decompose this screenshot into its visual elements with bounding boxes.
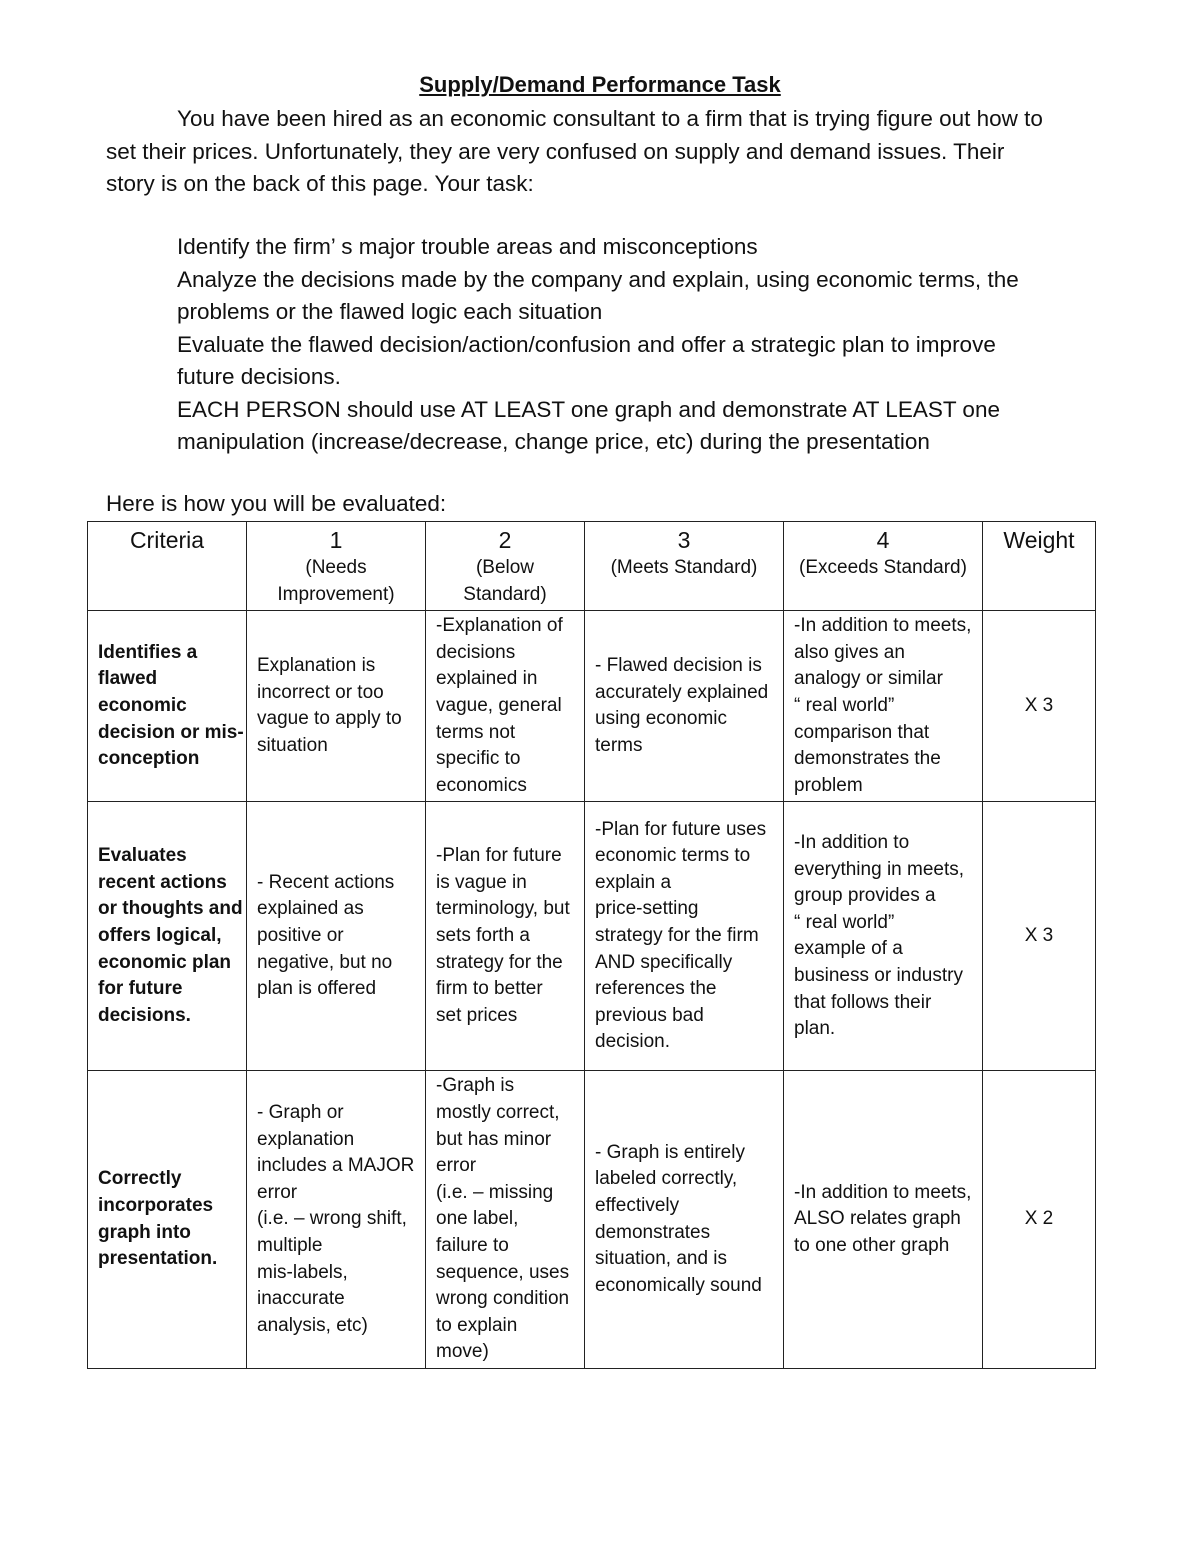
cell-line: -Plan for future [436,845,562,867]
header-label: 2 [498,527,512,553]
cell-line: flawed [98,668,158,690]
cell-line: that follows their [794,991,932,1013]
weight-cell: X 3 [983,802,1096,1071]
cell-line: example of a [794,938,903,960]
header-sublabel: (Below [475,557,535,578]
cell-line: error [257,1181,298,1203]
score-4-cell [784,1071,983,1369]
cell-line: Explanation is [257,655,376,677]
intro-line: You have been hired as an economic consultant to a firm that is trying figure out how to [177,106,1043,131]
cell-line: analysis, etc) [257,1314,368,1336]
header-score-2 [426,522,585,611]
cell-line: decision or mis- [98,721,244,743]
cell-line: firm to better [436,978,543,1000]
cell-line: ALSO relates graph [794,1208,961,1230]
cell-line: includes a MAJOR [257,1155,415,1177]
score-1-cell [247,1071,426,1369]
cell-line: incorporates [98,1195,214,1217]
cell-line: one label, [436,1208,519,1230]
cell-line: sequence, uses [436,1261,570,1283]
cell-line: terminology, but [436,898,570,920]
cell-line: economically sound [595,1274,762,1296]
cell-line: decisions [436,641,516,663]
cell-line: situation [257,734,328,756]
cell-line: business or industry [794,964,963,986]
score-2-cell [426,802,585,1071]
cell-line: explanation [257,1128,355,1150]
score-1-cell [247,611,426,802]
header-sublabel: (Exceeds Standard) [799,557,967,578]
cell-line: economics [436,774,527,796]
cell-line: move) [436,1341,489,1363]
cell-line: price-setting [595,898,699,920]
task-list [177,231,1077,459]
cell-line: terms not [436,721,516,743]
header-label: 3 [677,527,691,553]
cell-line: economic [98,694,187,716]
cell-line: recent actions [98,871,227,893]
cell-line: Evaluates [98,845,187,867]
cell-line: failure to [436,1234,509,1256]
header-sublabel: Improvement) [277,583,395,605]
cell-line: or thoughts and [98,898,243,920]
cell-line: -In addition to meets, [794,1181,972,1203]
cell-line: is vague in [436,871,527,893]
cell-line: decision. [595,1031,670,1053]
cell-line: demonstrates the [794,748,941,770]
cell-line: economic plan [98,951,232,973]
cell-line: but has minor [436,1128,552,1150]
cell-line: (i.e. – wrong shift, [257,1208,407,1230]
cell-line: incorrect or too [257,681,384,703]
cell-line: economic terms to [595,845,751,867]
cell-line: problem [794,774,863,796]
cell-line: to explain [436,1314,518,1336]
cell-line: wrong condition [436,1288,570,1310]
cell-line: -Plan for future uses [595,818,767,840]
cell-line: -Graph is [436,1075,515,1097]
score-3-cell [585,1071,784,1369]
rubric-row [88,1071,1096,1369]
task-line: Identify the firm’ s major trouble areas and misconceptions [177,234,758,259]
score-4-cell [784,802,983,1071]
cell-line: (i.e. – missing [436,1181,554,1203]
cell-line: strategy for the [436,951,563,973]
cell-line: presentation. [98,1248,218,1270]
cell-line: conception [98,748,200,770]
cell-line: references the [595,978,717,1000]
cell-line: using economic [595,708,728,730]
cell-line: to one other graph [794,1234,950,1256]
header-score-1 [247,522,426,611]
intro-paragraph [106,103,1096,201]
cell-line: -In addition to meets, [794,615,972,637]
cell-line: Correctly [98,1168,182,1190]
header-score-4 [784,522,983,611]
score-4-cell [784,611,983,802]
task-line: manipulation (increase/decrease, change price, etc) during the presentation [177,429,930,454]
criteria-cell [88,802,247,1071]
cell-line: - Flawed decision is [595,655,762,677]
header-sublabel: (Meets Standard) [610,557,758,578]
task-line: EACH PERSON should use AT LEAST one graph and demonstrate AT LEAST one [177,396,1000,422]
page-title: Supply/Demand Performance Task [419,72,781,97]
intro-line: set their prices. Unfortunately, they are very confused on supply and demand issues. Their [106,138,1005,164]
task-line: problems or the flawed logic each situation [177,299,603,324]
header-score-3 [585,522,784,611]
cell-line: -Explanation of [436,615,563,637]
cell-line: multiple [257,1234,323,1256]
score-3-cell [585,802,784,1071]
cell-line: mostly correct, [436,1101,560,1123]
cell-line: - Recent actions [257,871,395,893]
weight-cell: X 2 [983,1071,1096,1369]
header-label: Weight [1003,527,1075,553]
intro-line: story is on the back of this page. Your task: [106,171,534,196]
score-1-cell [247,802,426,1071]
header-label: 4 [876,527,890,553]
cell-line: plan is offered [257,978,377,1000]
cell-line: inaccurate [257,1288,345,1310]
cell-line: “ real world” [794,694,895,716]
cell-line: labeled correctly, [595,1168,738,1190]
rubric-table [87,521,1096,1369]
cell-line: plan. [794,1018,836,1040]
cell-line: group provides a [794,885,936,907]
weight-cell: X 3 [983,611,1096,802]
header-sublabel: (Needs [305,557,367,578]
task-line: Analyze the decisions made by the company and explain, using economic terms, the [177,266,1019,292]
cell-line: strategy for the firm [595,925,759,947]
header-criteria [88,522,247,611]
cell-line: everything in meets, [794,858,965,880]
task-line: future decisions. [177,364,341,389]
cell-line: negative, but no [257,951,393,973]
cell-line: comparison that [794,721,930,743]
cell-line: accurately explained [595,681,769,703]
cell-line: sets forth a [436,925,530,947]
cell-line: - Graph is entirely [595,1141,745,1163]
cell-line: vague, general [436,694,562,716]
cell-line: situation, and is [595,1248,728,1270]
cell-line: - Graph or [257,1101,344,1123]
cell-line: graph into [98,1221,191,1243]
task-line: Evaluate the flawed decision/action/confusion and offer a strategic plan to improve [177,331,996,357]
cell-line: offers logical, [98,925,222,947]
score-3-cell [585,611,784,802]
rubric-row [88,611,1096,802]
cell-line: mis-labels, [257,1261,348,1283]
criteria-cell [88,611,247,802]
rubric-header-row [88,522,1096,611]
cell-line: error [436,1155,477,1177]
cell-line: “ real world” [794,911,895,933]
cell-line: specific to [436,748,521,770]
score-2-cell [426,611,585,802]
cell-line: previous bad [595,1004,704,1026]
evaluation-intro: Here is how you will be evaluated: [106,491,447,516]
cell-line: also gives an [794,641,905,663]
header-label: 1 [329,527,343,553]
score-2-cell [426,1071,585,1369]
rubric-row [88,802,1096,1071]
cell-line: demonstrates [595,1221,711,1243]
cell-line: decisions. [98,1004,191,1026]
criteria-cell [88,1071,247,1369]
cell-line: set prices [436,1004,518,1026]
cell-line: effectively [595,1195,680,1217]
header-label: Criteria [129,527,205,553]
cell-line: analogy or similar [794,668,943,690]
cell-line: Identifies a [98,641,198,663]
cell-line: explain a [595,871,672,893]
cell-line: explained as [257,898,364,920]
header-weight [983,522,1096,611]
cell-line: explained in [436,668,538,690]
cell-line: AND specifically [595,951,733,973]
cell-line: -In addition to [794,831,910,853]
header-sublabel: Standard) [463,583,547,605]
cell-line: positive or [257,925,344,947]
cell-line: terms [595,734,643,756]
cell-line: vague to apply to [257,708,402,730]
cell-line: for future [98,978,183,1000]
